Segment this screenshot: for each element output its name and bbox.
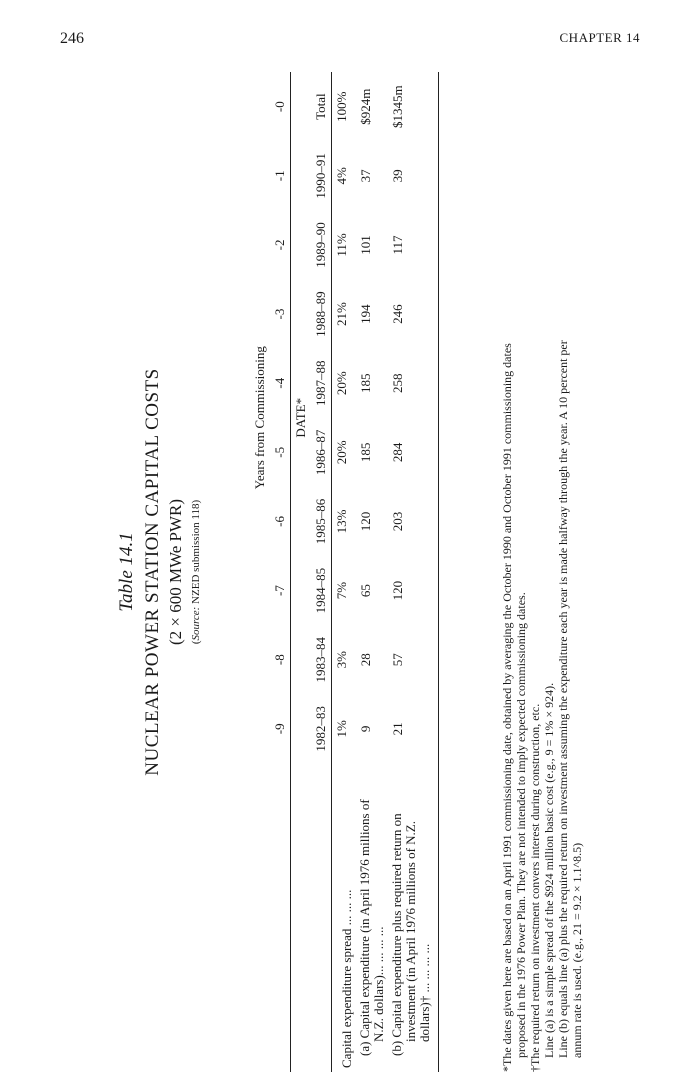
value-cell: 65	[358, 584, 373, 598]
table-footnotes	[500, 72, 584, 1072]
year-cell: Total	[311, 72, 332, 141]
value-cell: 185	[358, 442, 373, 463]
offset-cell: -6	[272, 516, 287, 527]
year-cell: 1990–91	[311, 141, 332, 210]
value-cell: 28	[358, 653, 373, 667]
offset-cell: -5	[272, 446, 287, 458]
offset-cell: -3	[272, 308, 287, 320]
chapter-label: CHAPTER 14	[559, 30, 640, 45]
offset-cell: -9	[272, 723, 287, 735]
value-cell: 203	[388, 487, 439, 556]
rotated-table-page	[110, 72, 630, 1072]
year-cell: 1982–83	[311, 694, 332, 763]
year-cell: 1988–89	[311, 280, 332, 349]
source-text: NZED submission 118)	[190, 499, 202, 604]
value-cell: 117	[388, 210, 439, 279]
years-from-commissioning: Years from Commissioning	[252, 346, 267, 490]
row-label: Capital expenditure spread ... ... ...	[339, 889, 354, 1068]
footnote-line: annum rate is used. (e.g., 21 = 9.2 × 1.1^8.5)	[570, 842, 584, 1058]
value-cell: 7%	[334, 581, 349, 600]
value-cell: 37	[358, 169, 373, 183]
value-cell: $924m	[358, 88, 373, 125]
value-cell: 246	[388, 280, 439, 349]
value-cell: 21	[388, 694, 439, 763]
value-cell: 9	[358, 725, 373, 733]
value-cell: 57	[388, 625, 439, 694]
year-cell: 1989–90	[311, 210, 332, 279]
table-row	[332, 72, 357, 1072]
footnote-line: *The dates given here are based on an April 1991 commissioning date, obtained by averaging the October 1990 and October 1991 commissioning dates	[500, 343, 514, 1072]
value-cell: 101	[358, 235, 373, 255]
page-header	[60, 30, 640, 54]
value-cell: 21%	[334, 302, 349, 326]
value-cell: 39	[388, 141, 439, 210]
offset-cell: -8	[272, 654, 287, 666]
value-cell: 284	[388, 418, 439, 487]
year-cell: 1984–85	[311, 556, 332, 625]
footnote-line: Line (b) equals line (a) plus the required return on investment assuming the expenditure each year is made halfway through the year. A 10 percent per	[556, 340, 570, 1058]
date-label-row	[291, 72, 312, 1072]
table-source: (Source: NZED submission 118)	[190, 499, 202, 645]
footnote-line: Line (a) is a simple spread of the $924 million basic cost (e.g., 9 = 1% × 924).	[542, 682, 556, 1058]
offset-cell: -7	[272, 585, 287, 596]
value-cell: $1345m	[388, 72, 439, 141]
capital-costs-table	[250, 72, 439, 1072]
year-row	[311, 72, 332, 1072]
value-cell: 20%	[334, 371, 349, 396]
value-cell: 4%	[334, 167, 349, 185]
year-cell: 1985–86	[311, 487, 332, 556]
source-label: Source:	[190, 606, 202, 641]
row-label: (a) Capital expenditure (in April 1976 millions of N.Z. dollars)... ... ... ...	[357, 799, 386, 1056]
value-cell: 258	[388, 349, 439, 418]
value-cell: 20%	[334, 440, 349, 465]
table-titles	[110, 72, 202, 1072]
row-label: (b) Capital expenditure plus required return on investment (in April 1976 millions of N.Z. dollars)† ... ... ... ...	[388, 763, 439, 1072]
offset-cell: -4	[272, 377, 287, 389]
value-cell: 185	[358, 373, 373, 393]
value-cell: 120	[388, 556, 439, 625]
table-number: Table 14.1	[116, 532, 137, 612]
offset-row	[270, 72, 291, 1072]
year-cell: 1983–84	[311, 625, 332, 694]
value-cell: 3%	[334, 651, 349, 669]
year-cell: 1987–88	[311, 349, 332, 418]
year-cell: 1986–87	[311, 418, 332, 487]
value-cell: 120	[358, 511, 373, 532]
date-label: DATE*	[291, 349, 312, 487]
value-cell: 11%	[334, 233, 349, 257]
page-number: 246	[60, 30, 84, 47]
table-row	[388, 72, 439, 1072]
offset-cell: -1	[272, 170, 287, 182]
table-subtitle: (2 × 600 MWe PWR)	[166, 498, 185, 646]
value-cell: 100%	[334, 91, 349, 122]
value-cell: 1%	[334, 720, 349, 738]
value-cell: 194	[358, 304, 373, 324]
offset-cell: -0	[272, 101, 287, 113]
value-cell: 13%	[334, 509, 349, 534]
footnote-line: proposed in the 1976 Power Plan. They are not intended to imply expected commissioning dates.	[514, 592, 528, 1058]
table-title: NUCLEAR POWER STATION CAPITAL COSTS	[142, 368, 163, 776]
offset-cell: -2	[272, 239, 287, 251]
footnote-line: †The required return on investment convers interest during construction, etc.	[528, 703, 542, 1072]
years-header-row	[250, 72, 270, 1072]
table-row	[356, 72, 388, 1072]
